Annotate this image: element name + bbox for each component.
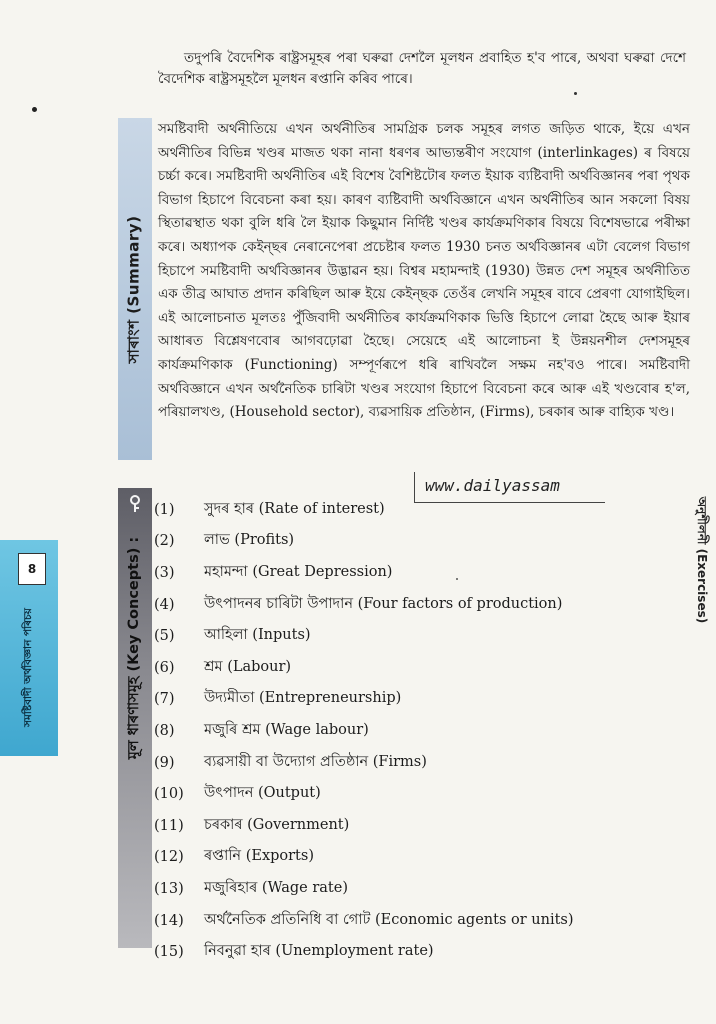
item-text: ব্যৱসায়ী বা উদ্যোগ প্ৰতিষ্ঠান (Firms) [204,753,427,770]
item-number: (10) [154,786,184,803]
stray-dot [32,107,37,112]
chapter-tab-label-wrap [0,585,58,750]
item-text: মহামন্দা (Great Depression) [204,563,393,580]
item-number: (11) [154,817,184,834]
exercises-edge-label: অনুশীলনী (Exercises) [695,496,710,624]
item-text: ৰপ্তানি (Exports) [204,848,314,865]
item-text: নিবনুৱা হাৰ (Unemployment rate) [204,943,434,960]
list-item [150,873,670,905]
list-item [150,652,670,684]
summary-paragraph: সমষ্টিবাদী অৰ্থনীতিয়ে এখন অৰ্থনীতিৰ সামগ্ৰিক চলক সমূহৰ লগত জড়িত থাকে, ইয়ে এখন অৰ্থনীতিৰ বিভিন্ন খণ্ডৰ মাজত থকা নানা ধৰণৰ আভ্যন্তৰীণ সংযোগ (interlinkages) ৰ বিষয়ে চৰ্চ্চা কৰে। সমষ্টিবাদী অৰ্থনীতিৰ এই বিশেষ বৈশিষ্টটোৰ ফলত ইয়াক ব্যষ্টিবাদী অৰ্থবিজ্ঞানৰ পৰা পৃথক বিভাগ হিচাপে বিবেচনা কৰা হয়। কাৰণ ব্যষ্টিবাদী অৰ্থবিজ্ঞানে এখন অৰ্থনীতিৰ আন সকলো বিষয় স্থিতাৱস্থাত থকা বুলি ধৰি লৈ ইয়াক কিছুমান নিৰ্দিষ্ট খণ্ডৰ কাৰ্যক্ৰমণিকাৰ বিষয়ে বিশেষভাৱে পৰীক্ষা কৰে। অধ্যাপক কেইন্‌ছৰ নেৰানেপেৰা প্ৰচেষ্টাৰ ফলত 1930 চনত অৰ্থবিজ্ঞানৰ এটা বেলেগ বিভাগ হিচাপে সমষ্টিবাদী অৰ্থবিজ্ঞানৰ উদ্ভাৱন হয়। বিশ্বৰ মহামন্দাই (1930) উন্নত দেশ সমূহৰ অৰ্থনীতিত এক তীব্ৰ আঘাত প্ৰদান কৰিছিল আৰু ইয়ে কেইন্‌ছক তেওঁৰ লেখনি সমূহৰ বাবে প্ৰেৰণা যোগাইছিল। এই আলোচনাত মূলতঃ পুঁজিবাদী অৰ্থনীতিৰ কাৰ্যক্ৰমণিকাক ভিত্তি হিচাপে লোৱা হৈছে আৰু ইয়াৰ আধাৰত বিশ্লেষণবোৰ আগবঢ়োৱা হৈছে। সেয়েহে এই আলোচনা ই উন্নয়নশীল দেশসমূহৰ কাৰ্যক্ৰমণিকাক (Functioning) সম্পূৰ্ণৰূপে ধৰি ৰাখিবলৈ সক্ষম নহ'বও পাৰে। সমষ্টিবাদী অৰ্থবিজ্ঞানে এখন অৰ্থনৈতিক চাৰিটা খণ্ডৰ সংযোগ হিচাপে বিবেচনা কৰে আৰু এই খণ্ডবোৰ হ'ল, পৰিয়ালখণ্ড, (Household sector), ব্যৱসায়িক প্ৰতিষ্ঠান, (Firms), চৰকাৰ আৰু বাহ্যিক খণ্ড। [158,121,690,421]
stray-mark [574,92,577,95]
item-text: শ্ৰম (Labour) [204,658,292,675]
list-item [150,810,670,842]
summary-heading-wrap [118,118,152,460]
item-number: (6) [154,659,175,676]
item-number: (12) [154,849,184,866]
item-number: (1) [154,501,175,518]
item-text: অৰ্থনৈতিক প্ৰতিনিধি বা গোট (Economic agents or units) [204,911,574,928]
list-item [150,778,670,810]
item-number: (7) [154,691,175,708]
item-text: মজুৰি শ্ৰম (Wage labour) [204,721,369,738]
list-item [150,715,670,747]
item-text: মজুৰিহাৰ (Wage rate) [204,879,348,896]
item-text: উদ্যমীতা (Entrepreneurship) [204,690,402,707]
watermark: www.dailyassam [414,472,605,503]
item-number: (14) [154,912,184,929]
item-number: (9) [154,754,175,771]
list-item [150,589,670,621]
summary-heading: সাৰাংশ (Summary) [124,215,143,363]
item-number: (13) [154,880,184,897]
list-item [150,526,670,558]
list-item [150,684,670,716]
item-number: (3) [154,564,175,581]
item-text: উৎপাদনৰ চাৰিটা উপাদান (Four factors of production) [204,595,563,612]
item-text: আহিলা (Inputs) [204,627,311,644]
exercises-edge-label-wrap [684,420,716,700]
item-number: (15) [154,944,184,961]
item-number: (2) [154,533,175,550]
list-item [150,905,670,937]
intro-paragraph: তদুপৰি বৈদেশিক ৰাষ্ট্ৰসমূহৰ পৰা ঘৰুৱা দেশলৈ মূলধন প্ৰবাহিত হ'ব পাৰে, অথবা ঘৰুৱা দেশে বৈদেশিক ৰাষ্ট্ৰসমূহলৈ মূলধন ৰপ্তানি কৰিব পাৰে। [158,50,686,87]
list-item [150,557,670,589]
item-text: লাভ (Profits) [204,532,295,549]
list-item [150,747,670,779]
item-text: চৰকাৰ (Government) [204,816,350,833]
page-number: 8 [18,553,46,585]
list-item [150,842,670,874]
list-item [150,494,670,526]
item-number: (8) [154,722,175,739]
item-number: (5) [154,628,175,645]
key-concepts-heading: মূল ধাৰণাসমূহ (Key Concepts) : [126,536,143,760]
key-concepts-heading-wrap [118,498,152,798]
chapter-tab-label: সমষ্টিবাদী অৰ্থবিজ্ঞান পৰিচয় [21,608,34,727]
list-item [150,936,670,968]
list-item [150,620,670,652]
item-number: (4) [154,596,175,613]
item-text: সুদৰ হাৰ (Rate of interest) [204,500,385,517]
key-concepts-list [150,494,670,968]
item-text: উৎপাদন (Output) [204,785,321,802]
